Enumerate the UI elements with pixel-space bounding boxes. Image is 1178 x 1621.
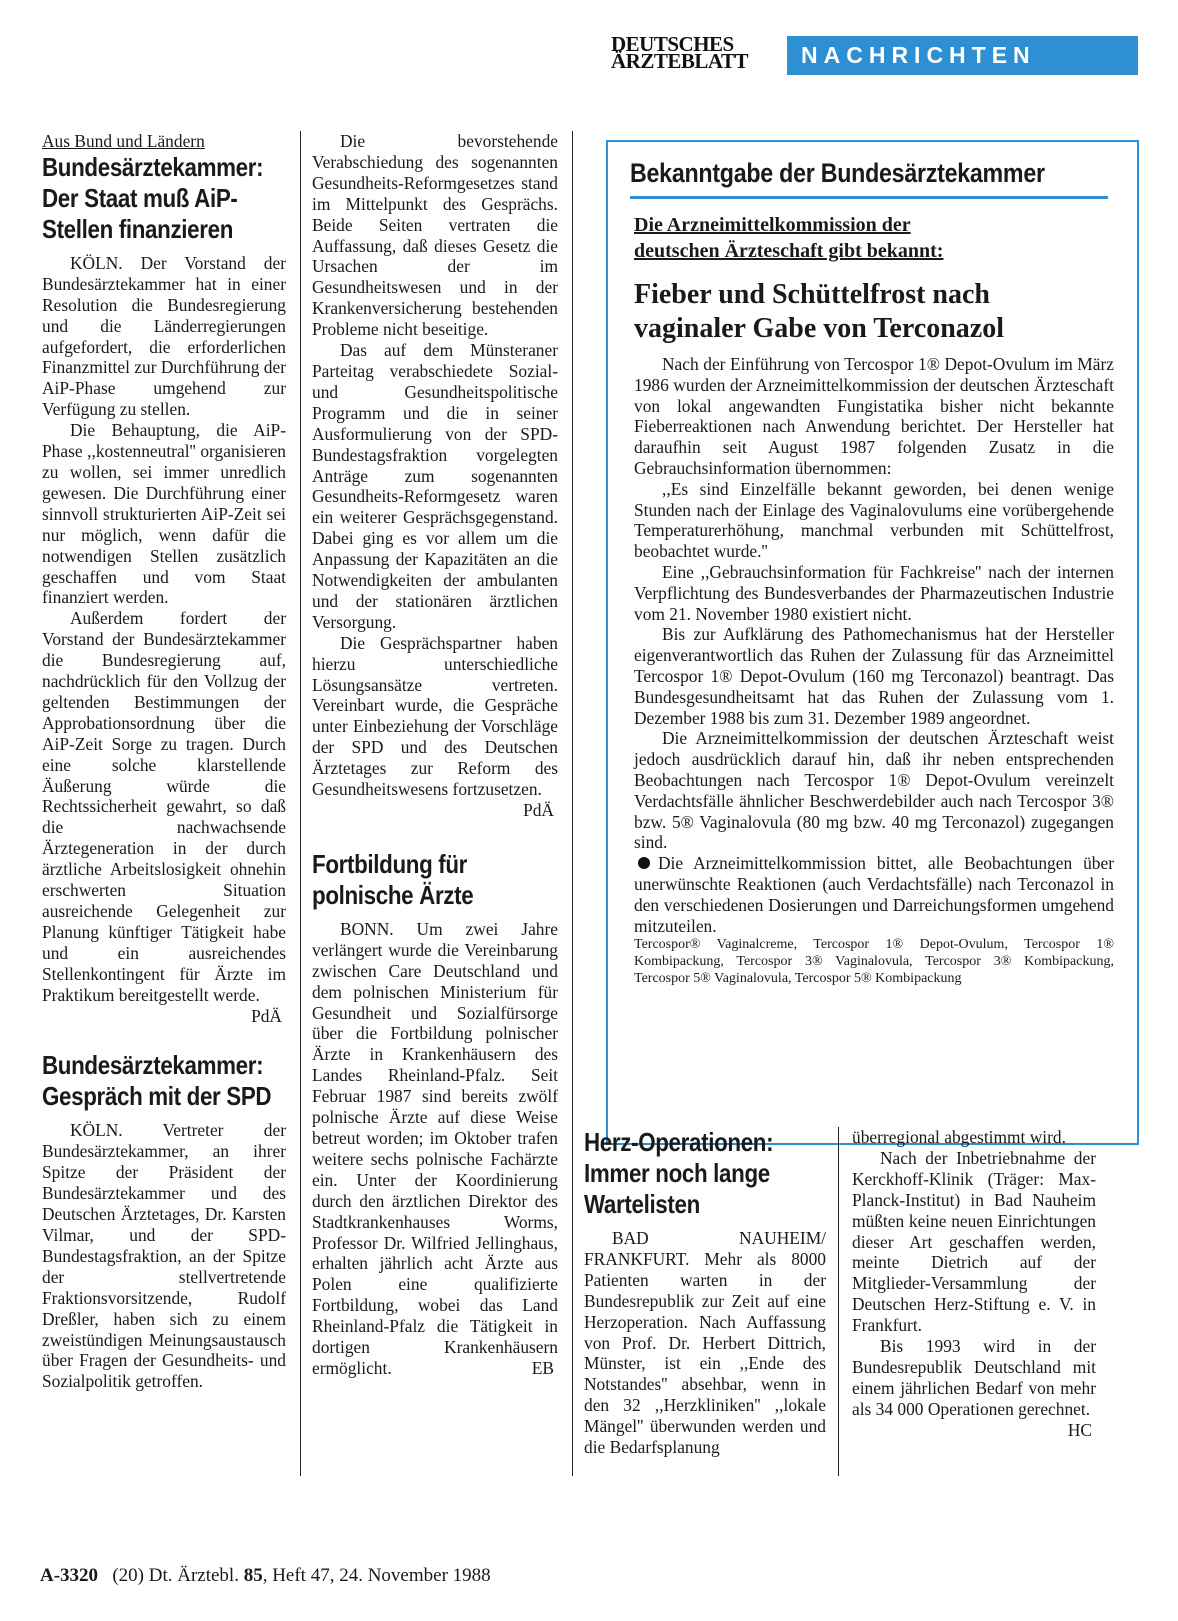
journal-logo xyxy=(611,32,773,73)
paragraph: Die Arzneimittelkommission der deutschen Ärzteschaft weist jedoch ausdrücklich darauf hin, daß ihr neben entsprechenden Beobachtungen nach Tercospor 1® Depot-Ovulum vereinzelt Verdachtsfälle ähnlicher Beschwerdebilder auch nach Tercospor 3® bzw. 5® Vaginalovula (80 mg bzw. 40 mg Terconazol) zugegangen sind. xyxy=(634,728,1114,853)
citation-suffix: , Heft 47, 24. November 1988 xyxy=(262,1565,491,1586)
headline-line-1: Fieber und Schüttelfrost nach xyxy=(634,279,990,310)
column-3 xyxy=(584,1127,826,1458)
paragraph: Die bevorstehende Verabschiedung des sogenannten Gesundheits-Reformgesetzes stand im Mittelpunkt des Gesprächs. Beide Seiten vertraten die Auffassung, daß dieses Gesetz die Ursachen der im Gesundheitswesen und in der Krankenversicherung bestehenden Probleme nicht beseitige. xyxy=(312,131,558,340)
paragraph xyxy=(42,608,286,1026)
paragraph: KÖLN. Der Vorstand der Bundesärztekammer hat in einer Resolution die Bundesregierung und die Länderregierungen aufgefordert, die erforderlichen Finanzmittel zur Durchführung der AiP-Phase umgehend zur Verfügung zu stellen. xyxy=(42,252,286,420)
paragraph: Nach der Inbetriebnahme der Kerckhoff-Klinik (Träger: Max-Planck-Institut) in Bad Nauheim müßten keine neuen Einrichtungen dieser Art geschaffen werden, meinte Dietrich auf der Mitglieder-Versammlung der Deutschen Herz-Stiftung e. V. in Frankfurt. xyxy=(852,1147,1096,1336)
subtitle-line-2: deutschen Ärzteschaft gibt bekannt: xyxy=(634,240,944,262)
paragraph: Das auf dem Münsteraner Parteitag verabschiedete Sozial- und Gesundheitspolitische Programm und die in seiner Ausformulierung von der SPD-Bundestagsfraktion vorgelegten Anträge zum sogenannten Gesundheits-Reformgesetz waren ein weiterer Gesprächsgegenstand. Dabei ging es vor allem um die Anpassung der Kapazitäten an die Notwendigkeiten der ambulanten und der stationären ärztlichen Versorgung. xyxy=(312,340,558,632)
bullet-dot-icon xyxy=(638,857,650,869)
headline-herz: Herz-Operationen: Immer noch lange Wartelisten xyxy=(584,1127,774,1219)
logo-line-2: ÄRZTEBLATT xyxy=(611,49,748,73)
author-signature: EB xyxy=(531,1357,554,1378)
paragraph: Die Behauptung, die AiP-Phase ,,kostenneutral'' organisieren zu wollen, sei immer unredlich gewesen. Die Durchführung einer sinnvoll strukturierten AiP-Zeit sei nur möglich, wenn dafür die notwendigen Stellen zusätzlich geschaffen und vom Staat finanziert werden. xyxy=(42,420,286,608)
column-rule xyxy=(300,131,301,1476)
product-footnote: Tercospor® Vaginalcreme, Tercospor 1® Depot-Ovulum, Tercospor 1® Kombipackung, Tercospor 3® Vaginalovula, Tercospor 3® Kombipackung, Tercospor 5® Vaginalovula, Tercospor 5® Kombipackung xyxy=(634,937,1114,987)
section-kicker: Aus Bund und Ländern xyxy=(42,131,205,151)
paragraph: Eine ,,Gebrauchsinformation für Fachkreise'' nach der internen Verpflichtung des Bundesverbandes der Pharmazeutischen Industrie vom 21. November 1980 existiert nicht. xyxy=(634,561,1114,624)
headline-line-2: vaginaler Gabe von Terconazol xyxy=(634,313,1004,344)
headline-spd: Bundesärztekammer: Gespräch mit der SPD xyxy=(42,1050,272,1112)
paragraph: überregional abgestimmt wird. xyxy=(852,1127,1066,1147)
paragraph xyxy=(312,632,558,820)
paragraph: BAD NAUHEIM/ FRANKFURT. Mehr als 8000 Patienten warten in der Bundesrepublik zur Zeit auf eine Herzoperation. Nach Auffassung von Prof. Dr. Herbert Dittrich, Münster, ist ein ,,Ende des Notstandes'' absehbar, wenn in den 32 ,,Herzkliniken'' ,,lokale Mängel'' überwunden werden und die Bedarfsplanung xyxy=(584,1228,826,1458)
column-4 xyxy=(852,1127,1096,1441)
volume-number: 85 xyxy=(243,1565,263,1586)
paragraph: Bis zur Aufklärung des Pathomechanismus hat der Hersteller eigenverantwortlich das Ruhen der Zulassung für das Arzneimittel Tercospor 1® Depot-Ovulum (160 mg Terconazol) beantragt. Das Bundesgesundheitsamt hat das Ruhen der Zulassung vom 1. Dezember 1988 bis zum 31. Dezember 1989 angeordnet. xyxy=(634,624,1114,728)
bullet-text: Die Arzneimittelkommission bittet, alle Beobachtungen über unerwünschte Reaktionen (auch Verdachtsfälle) nach Terconazol in den verschiedenen Dosierungen und Darreichungsformen umgehend mitzuteilen. xyxy=(634,853,1114,936)
column-2 xyxy=(312,131,558,1379)
announcement-headline xyxy=(634,278,1004,346)
announcement-body xyxy=(634,354,1114,987)
headline-aip: Bundesärztekammer: Der Staat muß AiP-Stellen finanzieren xyxy=(42,151,264,244)
column-rule xyxy=(572,131,573,1476)
bullet-paragraph xyxy=(634,853,1114,936)
page-footer xyxy=(40,1565,491,1587)
column-rule xyxy=(838,1127,839,1476)
author-signature: PdÄ xyxy=(251,1005,282,1026)
paragraph: Nach der Einführung von Tercospor 1® Depot-Ovulum im März 1986 wurden der Arzneimittelkommission der deutschen Ärzteschaft von lokal angewandten Fungistatika bisher nicht bekannte Fieberreaktionen nach Anwendung berichtet. Der Hersteller hat daraufhin seit August 1987 folgenden Zusatz in die Gebrauchsinformation übernommen: xyxy=(634,354,1114,478)
paragraph xyxy=(312,919,558,1379)
subtitle-line-1: Die Arzneimittelkommission der xyxy=(634,214,911,236)
page-number: A-3320 xyxy=(40,1565,99,1586)
announcement-title: Bekanntgabe der Bundesärztekammer xyxy=(630,158,1045,188)
citation-prefix: (20) Dt. Ärztebl. xyxy=(112,1565,239,1586)
paragraph-text: BONN. Um zwei Jahre verlängert wurde die Vereinbarung zwischen Care Deutschland und dem polnischen Ministerium für Gesundheit und Sozialfürsorge über die Fortbildung polnischer Ärzte in Krankenhäusern des Landes Rheinland-Pfalz. Seit Februar 1987 sind bereits zwölf polnische Ärzte auf diese Weise betreut worden; im Oktober trafen weitere sechs polnische Fachärzte ein. Unter der Koordinierung durch den ärztlichen Direktor des Stadtkrankenhauses Worms, Professor Dr. Wilfried Jellinghaus, erhalten jährlich acht Ärzte aus Polen eine qualifizierte Fortbildung, wobei das Land Rheinland-Pfalz die Tätigkeit in dortigen Krankenhäusern ermöglicht. xyxy=(312,918,558,1378)
announcement-subtitle xyxy=(634,212,943,264)
paragraph xyxy=(852,1336,1096,1440)
logo-line-1: DEUTSCHES xyxy=(611,32,734,56)
author-signature: PdÄ xyxy=(523,800,554,820)
headline-fortbildung: Fortbildung für polnische Ärzte xyxy=(312,848,474,910)
column-1 xyxy=(42,131,286,1392)
section-banner: NACHRICHTEN xyxy=(787,36,1138,75)
paragraph-text: Die Gesprächspartner haben hierzu unterschiedliche Lösungsansätze vertreten. Vereinbart wurde, die Gespräche unter Einbeziehung der Vorschläge der SPD und des Deutschen Ärztetages zur Reform des Gesundheitswesens fortzusetzen. xyxy=(312,632,558,800)
title-rule xyxy=(630,196,1108,199)
paragraph-text: Außerdem fordert der Vorstand der Bundesärztekammer die Bundesregierung auf, nachdrücklich für den Vollzug der geltenden Bestimmungen der Approbationsordnung über die AiP-Zeit Sorge zu tragen. Durch eine solche klarstellende Äußerung würde die Rechtssicherheit gewahrt, so daß die nachwachsende Ärztegeneration in der durch ärztliche Arbeitslosigkeit ohnehin erschwerten Situation ausreichende Gelegenheit zur Planung künftiger Tätigkeit habe und ein ausreichendes Stellenkontingent für Ärzte im Praktikum bereitgestellt werde. xyxy=(42,608,286,1005)
author-signature: HC xyxy=(1067,1419,1092,1440)
paragraph-text: Bis 1993 wird in der Bundesrepublik Deutschland mit einem jährlichen Bedarf von mehr als 34 000 Operationen gerechnet. xyxy=(852,1336,1096,1419)
paragraph: KÖLN. Vertreter der Bundesärztekammer, an ihrer Spitze der Präsident der Bundesärztekammer und des Deutschen Ärztetages, Dr. Karsten Vilmar, und der SPD-Bundestagsfraktion, an der Spitze der stellvertretende Fraktionsvorsitzende, Rudolf Dreßler, haben sich zu einem zweistündigen Meinungsaustausch über Fragen der Gesundheits- und Sozialpolitik getroffen. xyxy=(42,1120,286,1392)
paragraph: ,,Es sind Einzelfälle bekannt geworden, bei denen wenige Stunden nach der Einlage des Vaginalovulums eine vorübergehende Temperaturerhöhung, manchmal verbunden mit Schüttelfrost, beobachtet wurde.'' xyxy=(634,478,1114,562)
